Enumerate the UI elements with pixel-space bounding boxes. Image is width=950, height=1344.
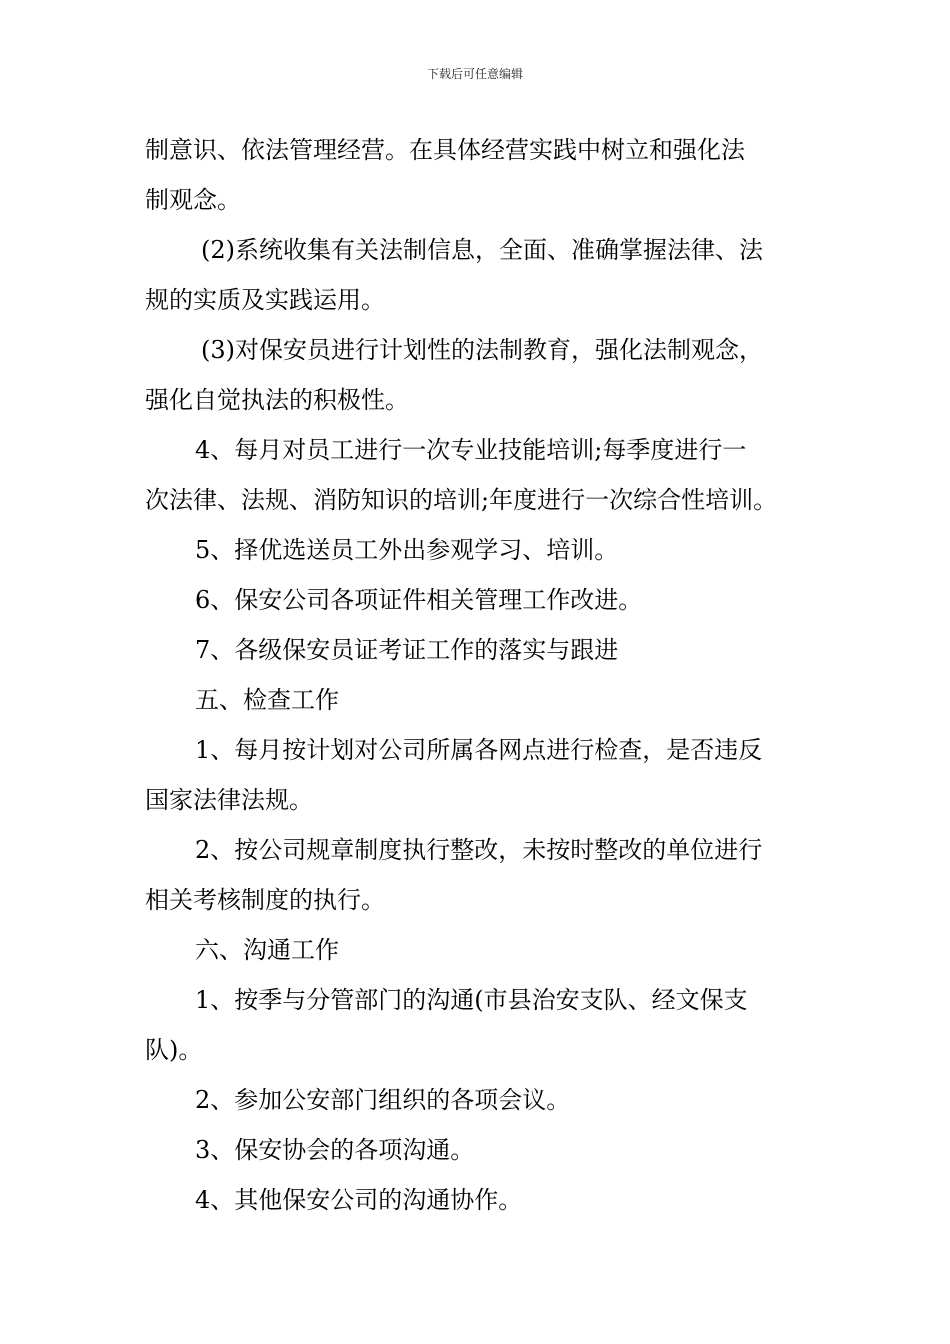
text-line: 2、参加公安部门组织的各项会议。 — [195, 1086, 571, 1114]
text-line: 3、保安协会的各项沟通。 — [195, 1136, 475, 1164]
text-line: 制观念。 — [145, 186, 241, 214]
text-line: 制意识、依法管理经营。在具体经营实践中树立和强化法 — [145, 136, 745, 164]
section-heading: 五、检查工作 — [195, 686, 339, 714]
text-line: 强化自觉执法的积极性。 — [145, 386, 409, 414]
text-line: 规的实质及实践运用。 — [145, 286, 385, 314]
text-line: 1、按季与分管部门的沟通(市县治安支队、经文保支 — [195, 986, 748, 1014]
text-line: 4、其他保安公司的沟通协作。 — [195, 1186, 523, 1214]
document-body — [145, 125, 815, 1225]
text-line: 相关考核制度的执行。 — [145, 886, 385, 914]
text-line: 队)。 — [145, 1036, 203, 1064]
text-line: 2、按公司规章制度执行整改，未按时整改的单位进行 — [195, 836, 763, 864]
text-line: (3)对保安员进行计划性的法制教育，强化法制观念， — [201, 336, 763, 364]
text-line: (2)系统收集有关法制信息，全面、准确掌握法律、法 — [201, 236, 763, 264]
text-line: 6、保安公司各项证件相关管理工作改进。 — [195, 586, 643, 614]
text-line: 次法律、法规、消防知识的培训;年度进行一次综合性培训。 — [145, 486, 778, 514]
text-line: 国家法律法规。 — [145, 786, 313, 814]
text-line: 1、每月按计划对公司所属各网点进行检查，是否违反 — [195, 736, 763, 764]
text-line: 4、每月对员工进行一次专业技能培训;每季度进行一 — [195, 436, 747, 464]
text-line: 7、各级保安员证考证工作的落实与跟进 — [195, 636, 619, 664]
text-line: 5、择优选送员工外出参观学习、培训。 — [195, 536, 619, 564]
page-header: 下载后可任意编辑 — [426, 67, 523, 81]
section-heading: 六、沟通工作 — [195, 936, 339, 964]
